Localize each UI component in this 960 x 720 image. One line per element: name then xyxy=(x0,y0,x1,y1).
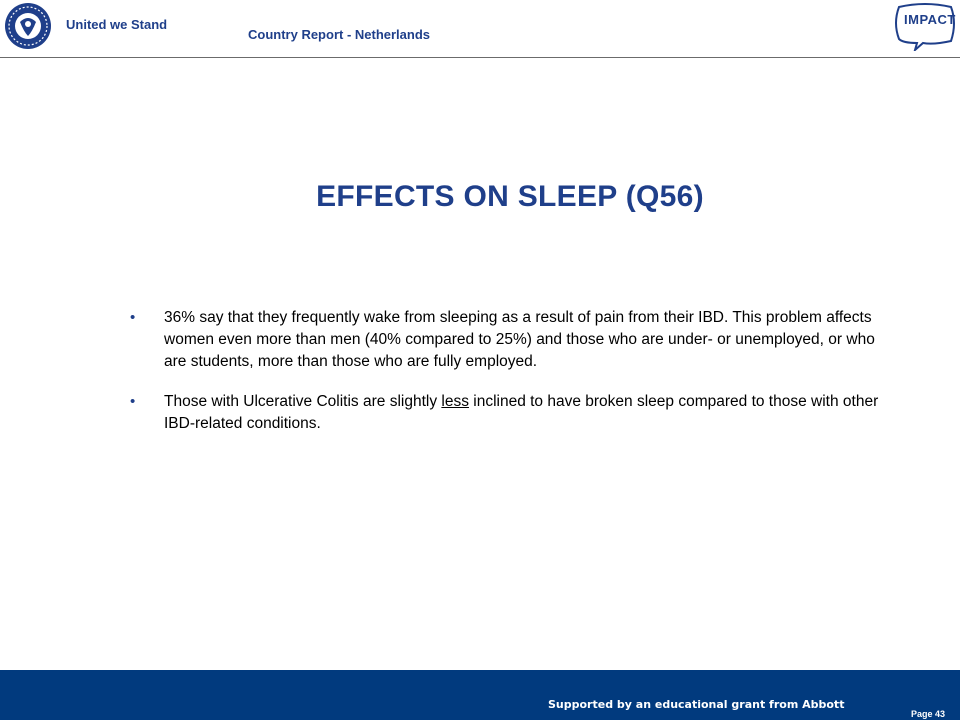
bullet-text: 36% say that they frequently wake from sleeping as a result of pain from their IBD. This problem affects women even more than men (40% compared to 25%) and those who are under- or unemployed, or who are students, more than those who are fully employed. xyxy=(164,309,875,370)
report-title: Country Report - Netherlands xyxy=(248,27,431,42)
bullet-text-underlined: less xyxy=(441,393,469,410)
bullet-dot: • xyxy=(130,393,136,410)
slide-title: EFFECTS ON SLEEP (Q56) xyxy=(316,180,704,213)
slide-footer xyxy=(0,670,960,720)
bullet-item xyxy=(130,391,890,435)
impact-logo-icon xyxy=(893,3,957,51)
bullet-list xyxy=(130,307,890,453)
bullet-item xyxy=(130,307,890,373)
org-name: United we Stand xyxy=(66,17,168,32)
header-divider xyxy=(0,57,960,58)
united-we-stand-logo-icon xyxy=(4,2,52,50)
bullet-dot: • xyxy=(130,309,136,326)
bullet-text-end: inclined to have broken sleep compared to those with other IBD-related conditions. xyxy=(164,393,879,432)
bullet-text-start: Those with Ulcerative Colitis are slightly xyxy=(164,393,442,410)
page-number: Page 43 xyxy=(911,709,946,719)
slide-header xyxy=(0,0,960,58)
supported-by-text: Supported by an educational grant from Abbott xyxy=(548,698,845,711)
impact-logo-text: IMPACT xyxy=(904,12,956,27)
